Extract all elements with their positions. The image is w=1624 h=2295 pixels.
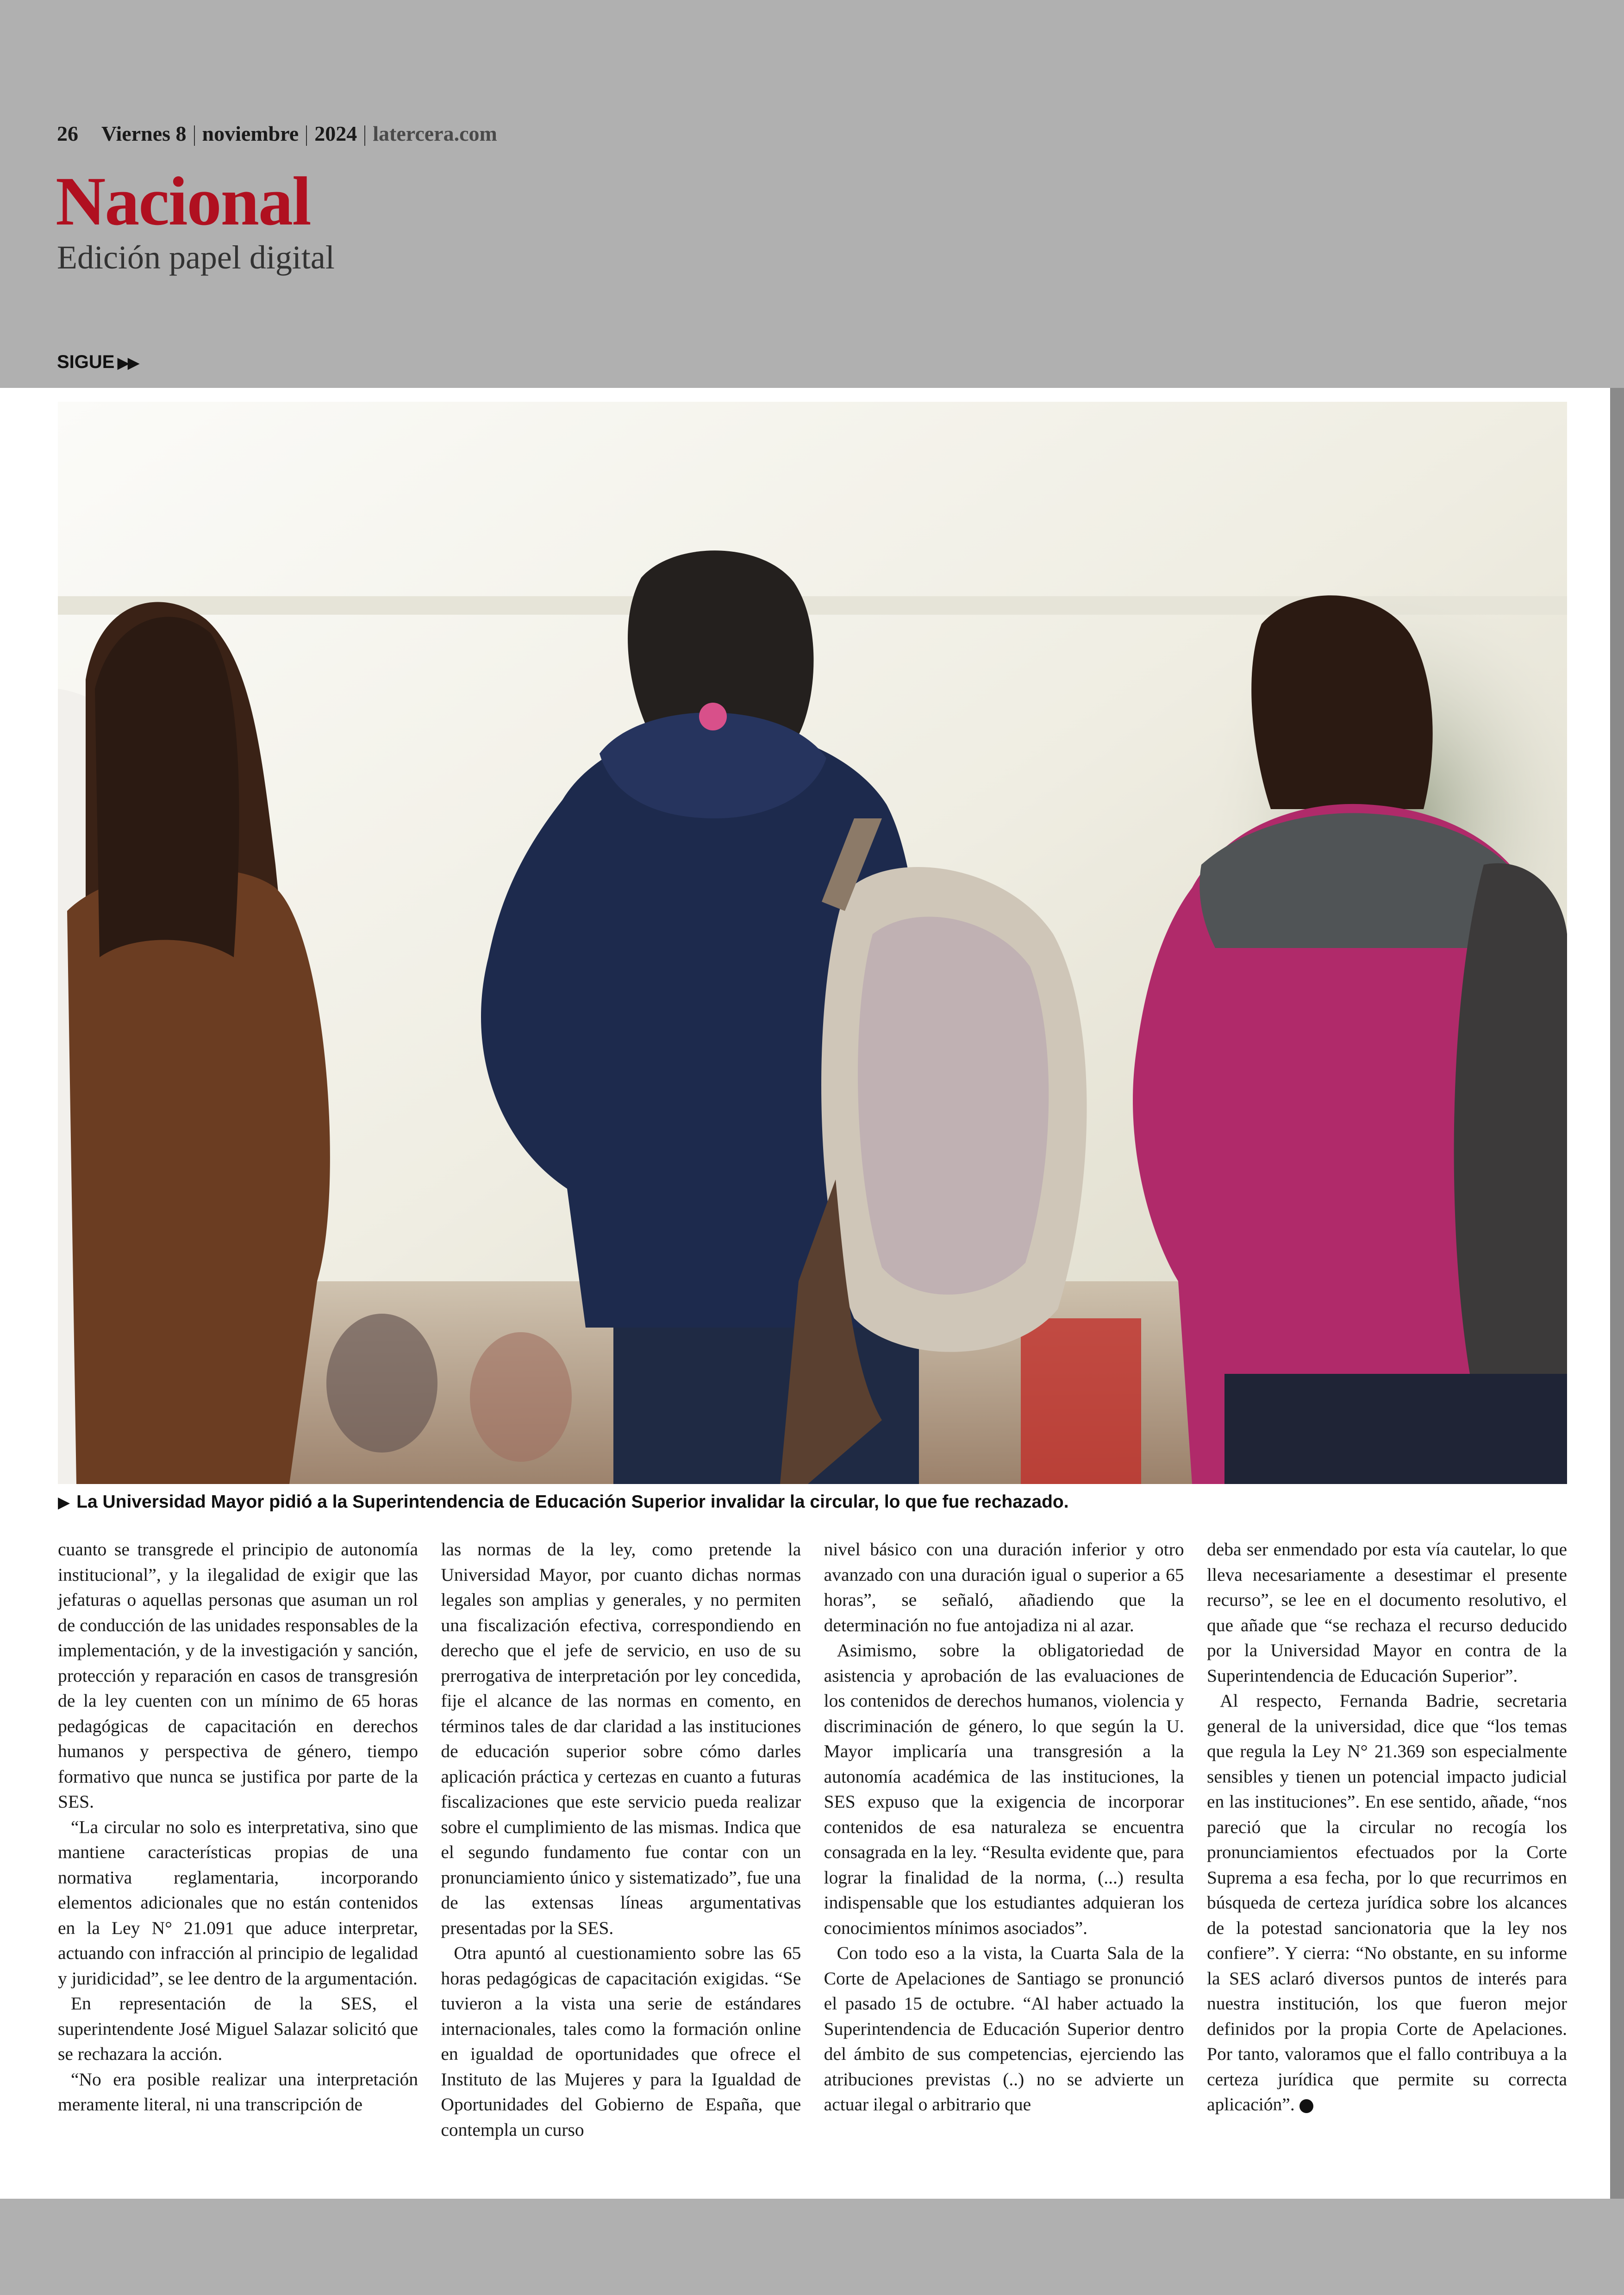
divider <box>306 125 307 146</box>
article-column-4 <box>1207 1537 1567 2142</box>
double-arrow-icon: ▶▶ <box>117 354 138 372</box>
paragraph: cuanto se transgrede el principio de autonomía institucional”, y la ilegalidad de exigir que las jefaturas o aquellas personas que asuman un rol de conducción de las unidades responsables de la implementación, y de la investigación y sanción, protección y reparación en casos de transgresión de la ley cuenten con un mínimo de 65 horas pedagógicas de capacitación en derechos humanos y perspectiva de género, tiempo formativo que nunca se justifica por parte de la SES. <box>58 1539 418 1812</box>
article-body <box>58 1537 1567 2142</box>
caption-arrow-icon: ▶ <box>58 1494 70 1511</box>
paragraph: las normas de la ley, como pretende la Universidad Mayor, por cuanto dichas normas legales son amplias y generales, y no permiten una fiscalización efectiva, correspondiendo en derecho que el jefe de servicio, en uso de su prerrogativa de interpretación por ley concedida, fije el alcance de las normas en comento, en términos tales de dar claridad a las instituciones de educación superior sobre cómo darles aplicación práctica y certezas en cuanto a futuras fiscalizaciones que este servicio pueda realizar sobre el cumplimiento de las mismas. Indica que el segundo fundamento fue contar con un pronunciamiento único y sistematizado”, fue una de las extensas líneas argumentativas presentadas por la SES. <box>441 1539 801 1938</box>
paragraph: deba ser enmendado por esta vía cautelar, lo que lleva necesariamente a desestimar el presente recurso”, se lee en el documento resolutivo, el que añade que “se rechaza el recurso deducido por la Universidad Mayor en contra de la Superintendencia de Educación Superior”. <box>1206 1539 1567 1686</box>
dateline <box>57 121 497 146</box>
paragraph: Otra apuntó al cuestionamiento sobre las 65 horas pedagógicas de capacitación exigidas. “Se tuvieron a la vista una serie de estándares internacionales, tales como la formación online en igualdad de oportunidades que ofrece el Instituto de las Mujeres y para la Igualdad de Oportunidades del Gobierno de España, que contempla un curso <box>441 1943 801 2140</box>
paragraph-closing <box>1207 1688 1567 2117</box>
sigue-label: SIGUE <box>57 352 115 372</box>
date-day: Viernes 8 <box>101 122 187 145</box>
date-year: 2024 <box>314 122 357 145</box>
edition-subtitle: Edición papel digital <box>57 239 335 276</box>
date-month: noviembre <box>202 122 299 145</box>
article-column-2 <box>441 1537 801 2142</box>
page-number: 26 <box>57 122 78 145</box>
paragraph: Con todo eso a la vista, la Cuarta Sala de la Corte de Apelaciones de Santiago se pronunció el pasado 15 de octubre. “Al haber actuado la Superintendencia de Educación Superior dentro del ámbito de sus competencias, ejerciendo las atribuciones previstas (..) no se advierte un actuar ilegal o arbitrario que <box>824 1943 1184 2114</box>
divider <box>194 125 195 146</box>
paragraph: “La circular no solo es interpretativa, sino que mantiene características propias de una normativa reglamentaria, incorporando elementos adicionales que no están contenidos en la Ley N° 21.091 que aduce interpretar, actuando con infracción al principio de legalidad y juridicidad”, se lee dentro de la argumentación. <box>58 1816 418 1989</box>
page-edge <box>1610 388 1624 2199</box>
paragraph: nivel básico con una duración inferior y otro avanzado con una duración igual o superior a 65 horas”, se señaló, añadiendo que la determinación no fue antojadiza ni al azar. <box>824 1539 1184 1635</box>
article-photo <box>58 402 1567 1484</box>
paragraph: Asimismo, sobre la obligatoriedad de asistencia y aprobación de las evaluaciones de los contenidos de derechos humanos, violencia y discriminación de género, lo que según la U. Mayor implicaría una transgresión a la autonomía académica de las instituciones, la SES expuso que la exigencia de incorporar contenidos de esa naturaleza se encuentra consagrada en la ley. “Resulta evidente que, para lograr la finalidad de la norma, (...) resulta indispensable que los estudiantes adquieran los conocimientos mínimos asociados”. <box>824 1640 1184 1938</box>
photo-caption <box>58 1492 1567 1512</box>
divider <box>364 125 365 146</box>
page-header <box>0 0 1624 387</box>
closing-text: Al respecto, Fernanda Badrie, secretaria general de la universidad, dice que “los temas que regula la Ley N° 21.369 son especialmente sensibles y tienen un potencial impacto judicial en las instituciones”. En ese sentido, añade, “nos pareció que la circular no recogía los pronunciamientos efectuados por la Corte Suprema a esa fecha, por lo que recurrimos en búsqueda de certeza jurídica sobre los alcances de la potestad sancionatoria que la ley nos confiere”. Y cierra: “No obstante, en su informe la SES aclaró diversos puntos de interés para nuestra institución, los que fueron mejor definidos por la propia Corte de Apelaciones. Por tanto, valoramos que el fallo contribuya a la certeza jurídica que permite su correcta aplicación”. <box>1206 1690 1567 2114</box>
article-column-1 <box>58 1537 418 2142</box>
end-mark-icon <box>1299 2099 1313 2113</box>
caption-text: La Universidad Mayor pidió a la Superintendencia de Educación Superior invalidar la circular, lo que fue rechazado. <box>76 1492 1069 1512</box>
site-link[interactable]: latercera.com <box>373 122 497 145</box>
article-column-3 <box>824 1537 1184 2142</box>
section-title: Nacional <box>56 163 311 240</box>
paragraph: En representación de la SES, el superintendente José Miguel Salazar solicitó que se rechazara la acción. <box>58 1993 418 2064</box>
sigue-link[interactable] <box>57 352 138 373</box>
paragraph: “No era posible realizar una interpretación meramente literal, ni una transcripción de <box>58 2069 418 2114</box>
